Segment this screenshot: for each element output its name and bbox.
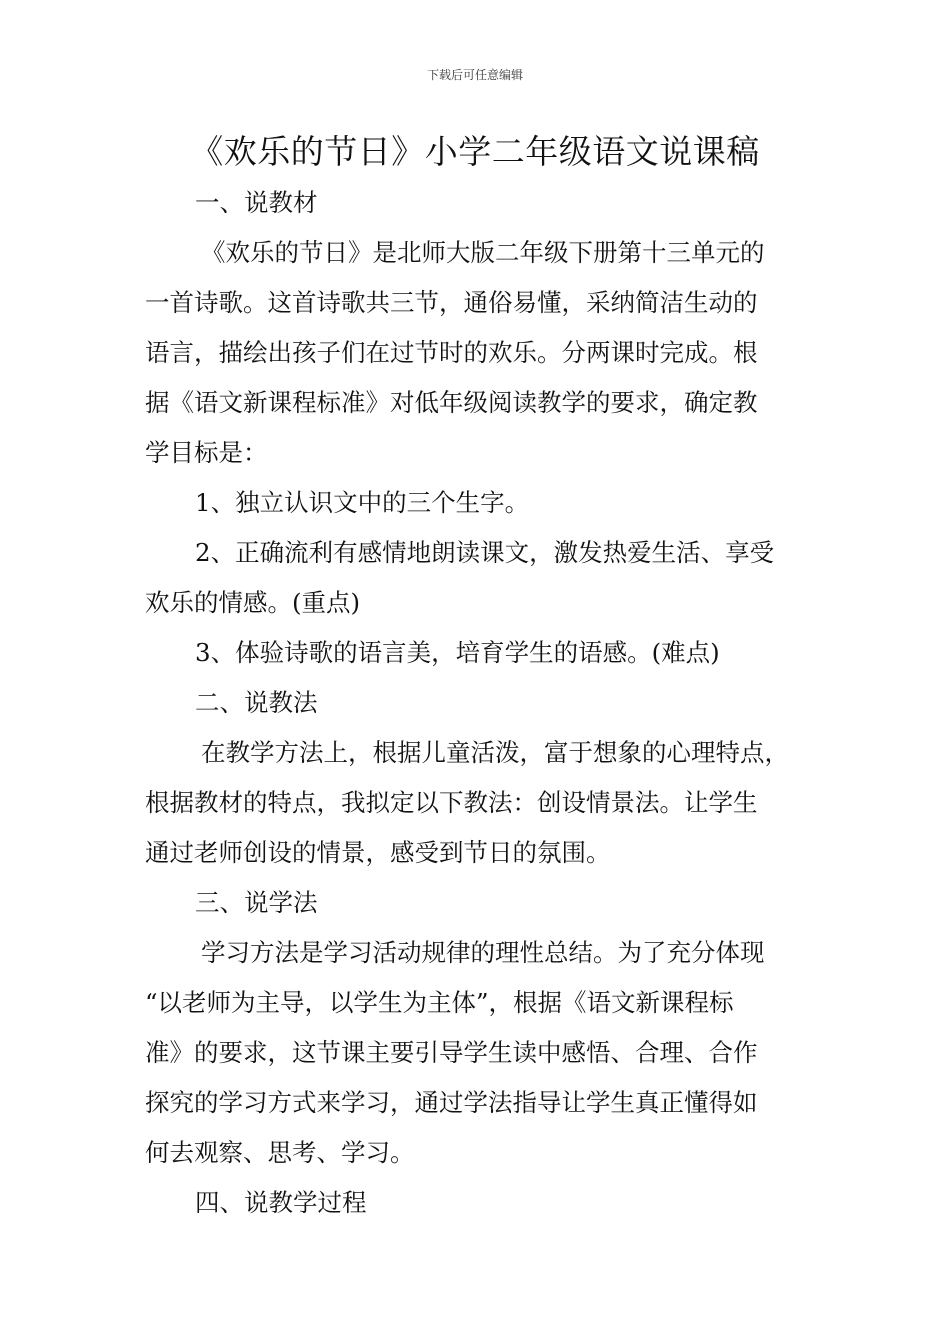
paragraph-line: 语言，描绘出孩子们在过节时的欢乐。分两课时完成。根 <box>145 338 758 367</box>
paragraph-line: 一首诗歌。这首诗歌共三节，通俗易懂，采纳简洁生动的 <box>145 288 758 317</box>
objective-item-2: 2、正确流利有感情地朗读课文，激发热爱生活、享受 <box>195 538 775 567</box>
paragraph-line: 学习方法是学习活动规律的理性总结。为了充分体现 <box>201 938 765 967</box>
paragraph-line: 准》的要求，这节课主要引导学生读中感悟、合理、合作 <box>145 1038 758 1067</box>
objective-item-3: 3、体验诗歌的语言美，培育学生的语感。(难点) <box>195 638 720 667</box>
paragraph-line: 欢乐的情感。(重点) <box>145 588 361 617</box>
document-body <box>145 178 810 1228</box>
paragraph-line: 学目标是： <box>145 438 268 467</box>
paragraph-line: 探究的学习方式来学习，通过学法指导让学生真正懂得如 <box>145 1088 758 1117</box>
section-heading-teaching-material: 一、说教材 <box>195 188 318 217</box>
paragraph-line: “以老师为主导，以学生为主体”，根据《语文新课程标 <box>145 988 734 1017</box>
paragraph-line: 通过老师创设的情景，感受到节日的氛围。 <box>145 838 611 867</box>
paragraph-line: 何去观察、思考、学习。 <box>145 1138 415 1167</box>
section-heading-teaching-process: 四、说教学过程 <box>195 1188 367 1217</box>
objective-item-1: 1、独立认识文中的三个生字。 <box>195 488 530 517</box>
paragraph-line: 《欢乐的节日》是北师大版二年级下册第十三单元的 <box>201 238 765 267</box>
section-heading-teaching-method: 二、说教法 <box>195 688 318 717</box>
paragraph-line: 根据教材的特点，我拟定以下教法：创设情景法。让学生 <box>145 788 758 817</box>
paragraph-line: 据《语文新课程标准》对低年级阅读教学的要求，确定教 <box>145 388 758 417</box>
header-note: 下载后可任意编辑 <box>426 68 523 82</box>
section-heading-learning-method: 三、说学法 <box>195 888 318 917</box>
paragraph-line: 在教学方法上，根据儿童活泼，富于想象的心理特点， <box>201 738 789 767</box>
document-title: 《欢乐的节日》小学二年级语文说课稿 <box>190 132 760 171</box>
